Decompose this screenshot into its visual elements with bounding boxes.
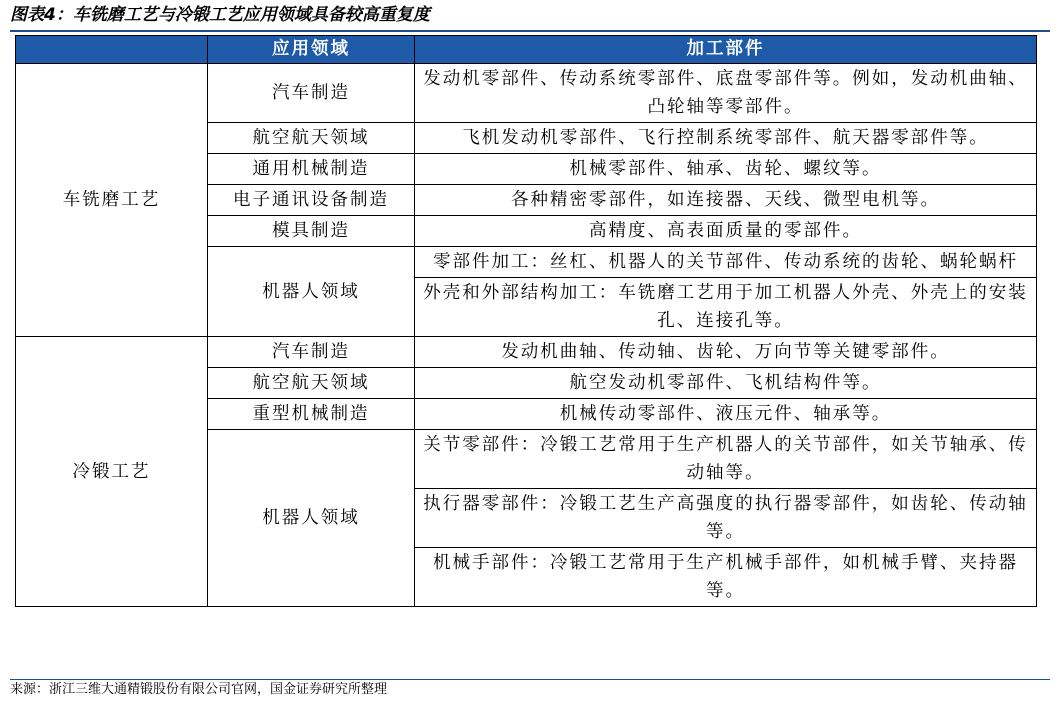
field-cell: 汽车制造 xyxy=(208,64,415,123)
process-cell: 车铣磨工艺 xyxy=(16,64,208,337)
source-note: 来源：浙江三维大通精锻股份有限公司官网，国金证券研究所整理 xyxy=(10,682,388,697)
field-cell: 航空航天领域 xyxy=(208,368,415,399)
field-cell: 电子通讯设备制造 xyxy=(208,185,415,216)
header-process xyxy=(16,36,208,64)
parts-cell: 发动机零部件、传动系统零部件、底盘零部件等。例如，发动机曲轴、凸轮轴等零部件。 xyxy=(415,64,1037,123)
process-cell: 冷锻工艺 xyxy=(16,337,208,607)
field-cell: 机器人领域 xyxy=(208,430,415,607)
title-divider xyxy=(10,30,1050,32)
parts-cell: 机械传动零部件、液压元件、轴承等。 xyxy=(415,399,1037,430)
parts-cell: 机械零部件、轴承、齿轮、螺纹等。 xyxy=(415,154,1037,185)
table-row xyxy=(16,64,1037,123)
field-cell: 模具制造 xyxy=(208,216,415,247)
parts-cell: 发动机曲轴、传动轴、齿轮、万向节等关键零部件。 xyxy=(415,337,1037,368)
field-cell: 重型机械制造 xyxy=(208,399,415,430)
parts-cell: 执行器零部件：冷锻工艺生产高强度的执行器零部件，如齿轮、传动轴等。 xyxy=(415,489,1037,548)
field-cell: 航空航天领域 xyxy=(208,123,415,154)
application-table xyxy=(15,35,1037,607)
parts-cell: 航空发动机零部件、飞机结构件等。 xyxy=(415,368,1037,399)
field-cell: 机器人领域 xyxy=(208,247,415,337)
parts-cell: 外壳和外部结构加工：车铣磨工艺用于加工机器人外壳、外壳上的安装孔、连接孔等。 xyxy=(415,278,1037,337)
field-cell: 通用机械制造 xyxy=(208,154,415,185)
figure-title: 图表4：车铣磨工艺与冷锻工艺应用领域具备较高重复度 xyxy=(10,5,430,25)
parts-cell: 高精度、高表面质量的零部件。 xyxy=(415,216,1037,247)
table-row xyxy=(16,337,1037,368)
parts-cell: 零部件加工：丝杠、机器人的关节部件、传动系统的齿轮、蜗轮蜗杆 xyxy=(415,247,1037,278)
parts-cell: 飞机发动机零部件、飞行控制系统零部件、航天器零部件等。 xyxy=(415,123,1037,154)
parts-cell: 关节零部件：冷锻工艺常用于生产机器人的关节部件，如关节轴承、传动轴等。 xyxy=(415,430,1037,489)
parts-cell: 机械手部件：冷锻工艺常用于生产机械手部件，如机械手臂、夹持器等。 xyxy=(415,548,1037,607)
parts-cell: 各种精密零部件，如连接器、天线、微型电机等。 xyxy=(415,185,1037,216)
table-header-row xyxy=(16,36,1037,64)
header-parts: 加工部件 xyxy=(415,36,1037,64)
header-field: 应用领域 xyxy=(208,36,415,64)
field-cell: 汽车制造 xyxy=(208,337,415,368)
